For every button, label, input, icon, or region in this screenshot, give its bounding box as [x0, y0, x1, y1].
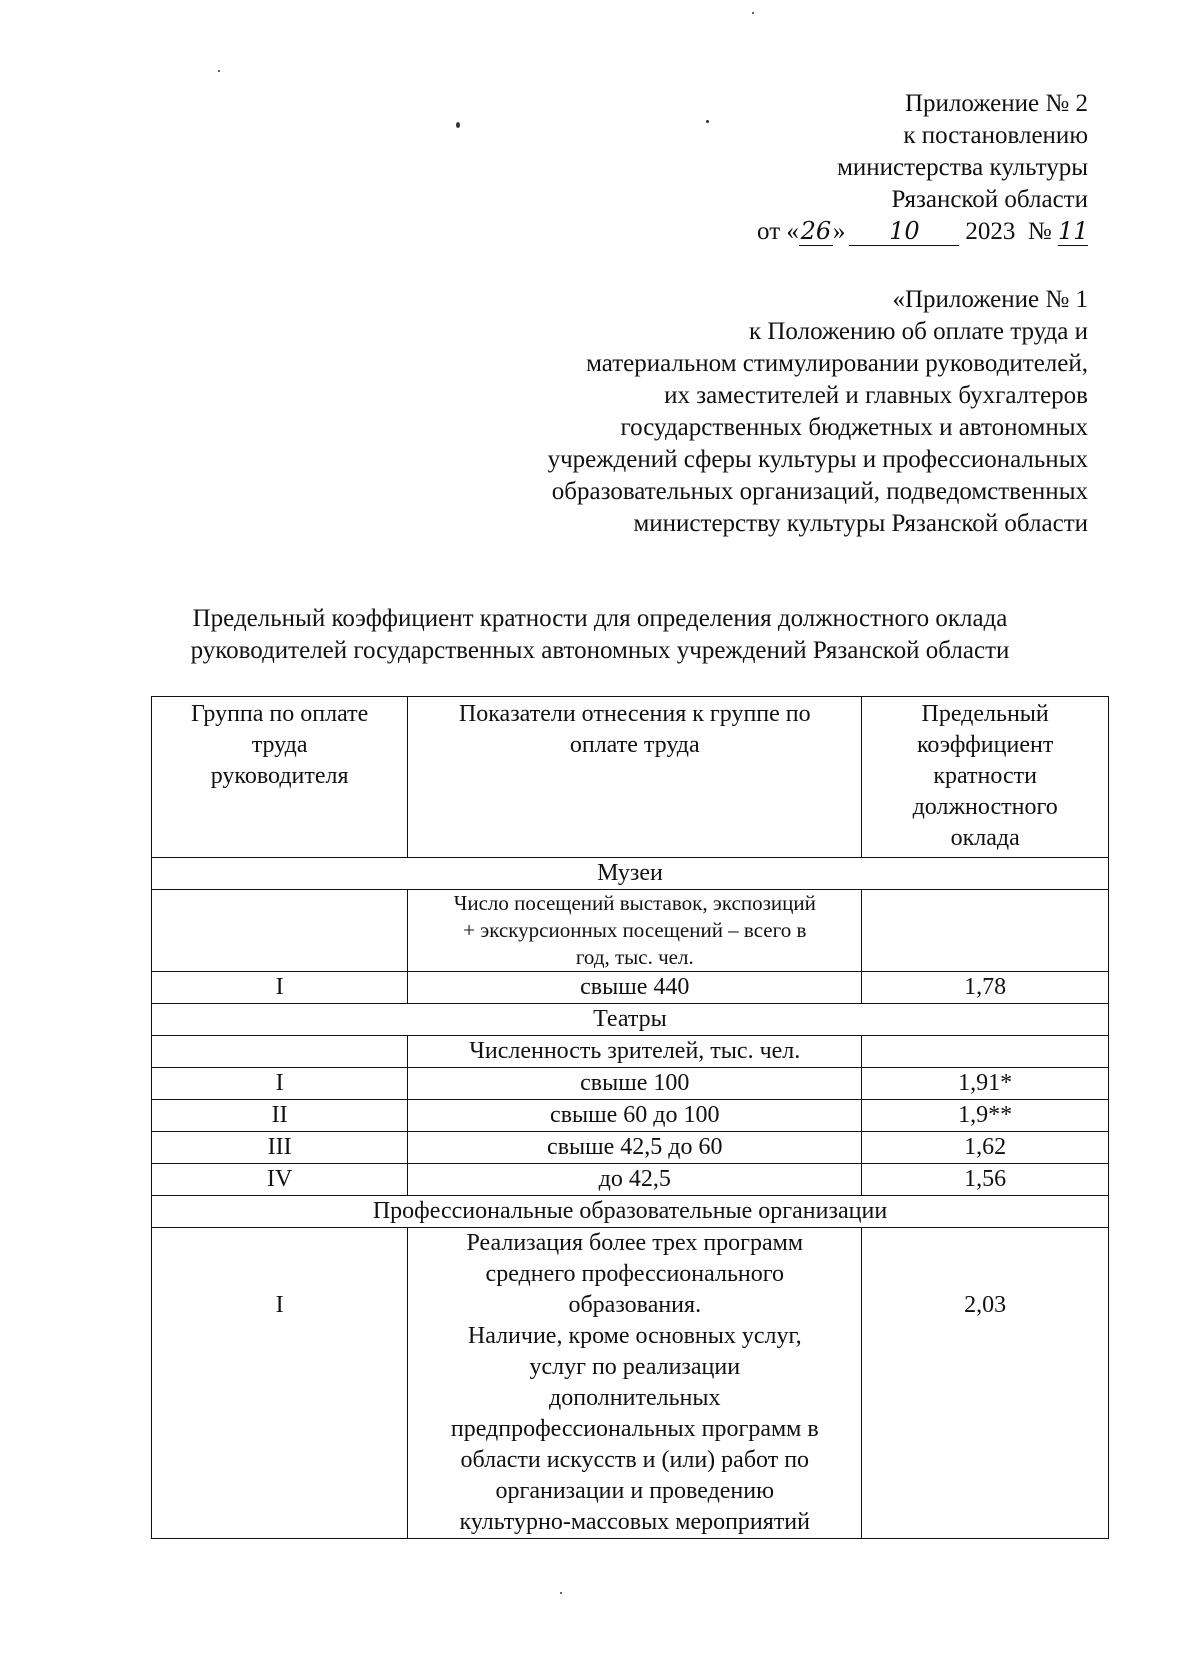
- title-line: Предельный коэффициент кратности для определения должностного оклада: [192, 605, 1008, 632]
- title-line: руководителей государственных автономных учреждений Рязанской области: [190, 637, 1010, 664]
- empty-cell: [152, 890, 408, 972]
- criterion-text: предпрофессиональных программ в: [450, 1416, 819, 1442]
- table-row: [152, 1100, 1109, 1132]
- appendix-2-line: к постановлению: [903, 122, 1088, 149]
- handwritten-day: 26: [800, 217, 832, 245]
- criterion-text: организации и проведению: [495, 1478, 775, 1504]
- indicator-text: Число посещений выставок, экспозиций: [453, 891, 816, 915]
- criterion-cell: [408, 1228, 862, 1539]
- coefficient-cell: 1,91*: [862, 1068, 1109, 1100]
- appendix-2-header: [757, 88, 1088, 248]
- appendix-1-line: учреждений сферы культуры и профессиональных: [547, 446, 1088, 473]
- criterion-text: образования.: [568, 1292, 702, 1318]
- indicator-museums: [408, 890, 862, 972]
- scan-speck: [560, 1592, 562, 1594]
- criterion-cell: свыше 42,5 до 60: [408, 1132, 862, 1164]
- document-title: [0, 603, 1200, 667]
- handwritten-month: 10: [849, 217, 959, 246]
- group-cell: I: [152, 972, 408, 1004]
- section-row: [152, 858, 1109, 890]
- header-text: труда: [251, 732, 308, 758]
- criterion-cell: свыше 100: [408, 1068, 862, 1100]
- header-text: Группа по оплате: [191, 701, 369, 727]
- header-group: [152, 697, 408, 858]
- date-prefix: от «: [757, 218, 799, 245]
- header-text: руководителя: [210, 763, 349, 789]
- coefficient-cell: 1,56: [862, 1164, 1109, 1196]
- appendix-1-header: [548, 284, 1088, 540]
- header-text: должностного: [912, 794, 1058, 820]
- indicator-row: [152, 1036, 1109, 1068]
- coefficient-cell: 1,78: [862, 972, 1109, 1004]
- empty-cell: [862, 1036, 1109, 1068]
- group-cell: II: [152, 1100, 408, 1132]
- section-education: Профессиональные образовательные организации: [152, 1196, 1109, 1228]
- table-row: [152, 1228, 1109, 1539]
- criterion-text: культурно-массовых мероприятий: [459, 1509, 810, 1535]
- appendix-1-line: образовательных организаций, подведомственных: [551, 478, 1088, 505]
- header-text: кратности: [933, 763, 1037, 789]
- group-cell: I: [152, 1228, 408, 1539]
- scan-speck: [218, 70, 220, 72]
- header-coefficient: [862, 697, 1109, 858]
- handwritten-number: 11: [1058, 217, 1089, 245]
- group-cell: I: [152, 1068, 408, 1100]
- criterion-cell: свыше 440: [408, 972, 862, 1004]
- table-row: [152, 972, 1109, 1004]
- number-label: №: [1027, 218, 1052, 245]
- appendix-1-line: материальном стимулировании руководителей,: [586, 350, 1088, 377]
- decree-date-line: [757, 216, 1088, 248]
- header-text: оплате труда: [569, 732, 700, 758]
- criterion-text: услуг по реализации: [529, 1354, 741, 1380]
- date-year: 2023: [965, 218, 1016, 245]
- appendix-1-line: министерству культуры Рязанской области: [633, 510, 1088, 537]
- criterion-cell: свыше 60 до 100: [408, 1100, 862, 1132]
- appendix-2-title: Приложение № 2: [904, 90, 1088, 117]
- appendix-2-line: Рязанской области: [891, 186, 1088, 213]
- criterion-text: области искусств и (или) работ по: [460, 1447, 810, 1473]
- header-text: коэффициент: [916, 732, 1054, 758]
- header-text: Показатели отнесения к группе по: [458, 701, 811, 727]
- criterion-cell: до 42,5: [408, 1164, 862, 1196]
- indicator-text: + экскурсионных посещений – всего в: [463, 918, 807, 942]
- section-museums: Музеи: [152, 858, 1109, 890]
- scan-speck: [456, 122, 460, 128]
- appendix-1-line: их заместителей и главных бухгалтеров: [664, 382, 1088, 409]
- indicator-row: [152, 890, 1109, 972]
- scan-speck: [752, 12, 754, 14]
- indicator-theatres: Численность зрителей, тыс. чел.: [408, 1036, 862, 1068]
- empty-cell: [152, 1036, 408, 1068]
- coefficient-cell: 1,9**: [862, 1100, 1109, 1132]
- appendix-1-line: «Приложение № 1: [892, 286, 1088, 313]
- appendix-1-line: государственных бюджетных и автономных: [620, 414, 1088, 441]
- table-row: [152, 1068, 1109, 1100]
- header-text: Предельный: [921, 701, 1049, 727]
- criterion-text: дополнительных: [549, 1385, 721, 1411]
- header-text: оклада: [950, 825, 1020, 851]
- criterion-text: Наличие, кроме основных услуг,: [467, 1323, 802, 1349]
- appendix-2-line: министерства культуры: [837, 154, 1088, 181]
- scan-speck: [706, 120, 709, 123]
- table-row: [152, 1132, 1109, 1164]
- coefficient-table: [151, 696, 1109, 1539]
- appendix-1-line: к Положению об оплате труда и: [748, 318, 1088, 345]
- criterion-text: среднего профессионального: [485, 1261, 784, 1287]
- criterion-text: Реализация более трех программ: [466, 1230, 804, 1256]
- indicator-text: год, тыс. чел.: [575, 945, 694, 969]
- date-quote: »: [832, 218, 846, 245]
- coefficient-cell: 1,62: [862, 1132, 1109, 1164]
- empty-cell: [862, 890, 1109, 972]
- header-indicators: [408, 697, 862, 858]
- table-row: [152, 1164, 1109, 1196]
- group-cell: III: [152, 1132, 408, 1164]
- coefficient-cell: 2,03: [862, 1228, 1109, 1539]
- group-cell: IV: [152, 1164, 408, 1196]
- table-header-row: [152, 697, 1109, 858]
- section-row: [152, 1004, 1109, 1036]
- section-row: [152, 1196, 1109, 1228]
- section-theatres: Театры: [152, 1004, 1109, 1036]
